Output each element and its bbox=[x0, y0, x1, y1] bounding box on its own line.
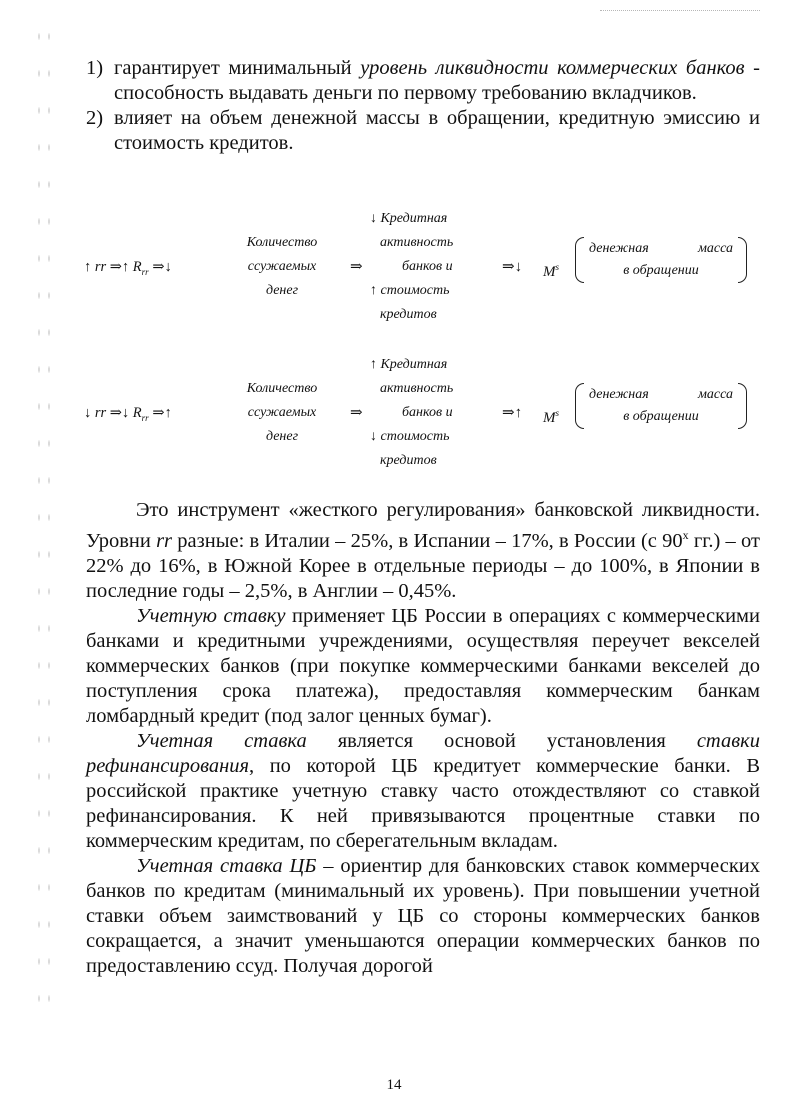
diagram-arrow: ⇒↓ bbox=[502, 259, 523, 275]
list-number: 2) bbox=[86, 107, 104, 129]
list-item: 2) влияет на объем денежной массы в обращении, кредитную эмиссию и стоимость кредитов. bbox=[86, 107, 760, 154]
paragraph: Это инструмент «жесткого регулирования» банковской ликвидности. Уровни rr разные: в Италии – 25%, в Испании – 17%, в России (с $90^х$ гг.) – от 22% до 16%, в Южной Корее в отдельные периоды – до 100%, в Японии в последние годы – 2,5%, в Англии – 0,45%. bbox=[86, 499, 760, 602]
diagram-lhs: ↑ rr ⇒↑ $R_{rr}$ ⇒↓ bbox=[84, 259, 172, 277]
list-item: 1) гарантирует минимальный уровень ликвидности коммерческих банков - способность выдавать деньги по первому требованию вкладчиков. bbox=[86, 57, 760, 104]
money-supply-symbol: $M^s$ bbox=[543, 408, 560, 426]
paragraph: Учетная ставка является основой установления ставки рефинансирования, по которой ЦБ кредитует коммерческие банки. В российской практике учетную ставку часто отождествляют со ставкой рефинансирования. К ней привязываются процентные ставки по коммерческим кредитам, по сберегательным вкладам. bbox=[86, 729, 760, 852]
money-supply-symbol: $M^s$ bbox=[543, 262, 560, 280]
diagram-loan-quantity: Количество ссужаемых денег bbox=[246, 381, 318, 444]
money-supply-definition: денежная масса в обращении bbox=[575, 383, 747, 429]
causal-chain-diagram-1 bbox=[80, 207, 760, 337]
money-supply-definition: денежная масса в обращении bbox=[575, 237, 747, 283]
diagram-arrow: ⇒ bbox=[350, 259, 363, 275]
diagram-lhs: ↓ rr ⇒↓ $R_{rr}$ ⇒↑ bbox=[84, 405, 172, 423]
scan-noise bbox=[34, 18, 54, 1018]
paragraph: Учетная ставка ЦБ – ориентир для банковских ставок коммерческих банков по кредитам (минимальный их уровень). При повышении учетной ставки объем заимствований у ЦБ со стороны коммерческих банков сокращается, а значит уменьшаются операции коммерческих банков по предоставлению ссуд. Получая дорогой bbox=[86, 854, 760, 977]
diagram-arrow: ⇒↑ bbox=[502, 405, 523, 421]
paragraph: Учетную ставку применяет ЦБ России в операциях с коммерческими банками и кредитными учреждениями, осуществляя переучет векселей коммерческих банков (при покупке коммерческими банками векселей до поступления срока платежа), предоставляя коммерческим банкам ломбардный кредит (под залог ценных бумаг). bbox=[86, 604, 761, 727]
page-number: 14 bbox=[386, 1077, 402, 1093]
body-text bbox=[86, 498, 760, 979]
diagram-arrow: ⇒ bbox=[350, 405, 363, 421]
causal-chain-diagram-2 bbox=[80, 353, 760, 483]
scan-artifact bbox=[600, 0, 760, 11]
list-number: 1) bbox=[86, 57, 104, 79]
diagram-credit-activity: ↑ Кредитная активность банков и ↓ стоимость кредитов bbox=[370, 357, 454, 468]
emphasis: уровень ликвидности коммерческих банков bbox=[360, 57, 745, 79]
diagram-credit-activity: ↓ Кредитная активность банков и ↑ стоимость кредитов bbox=[370, 211, 454, 322]
diagram-loan-quantity: Количество ссужаемых денег bbox=[246, 235, 318, 298]
numbered-list bbox=[86, 56, 760, 156]
